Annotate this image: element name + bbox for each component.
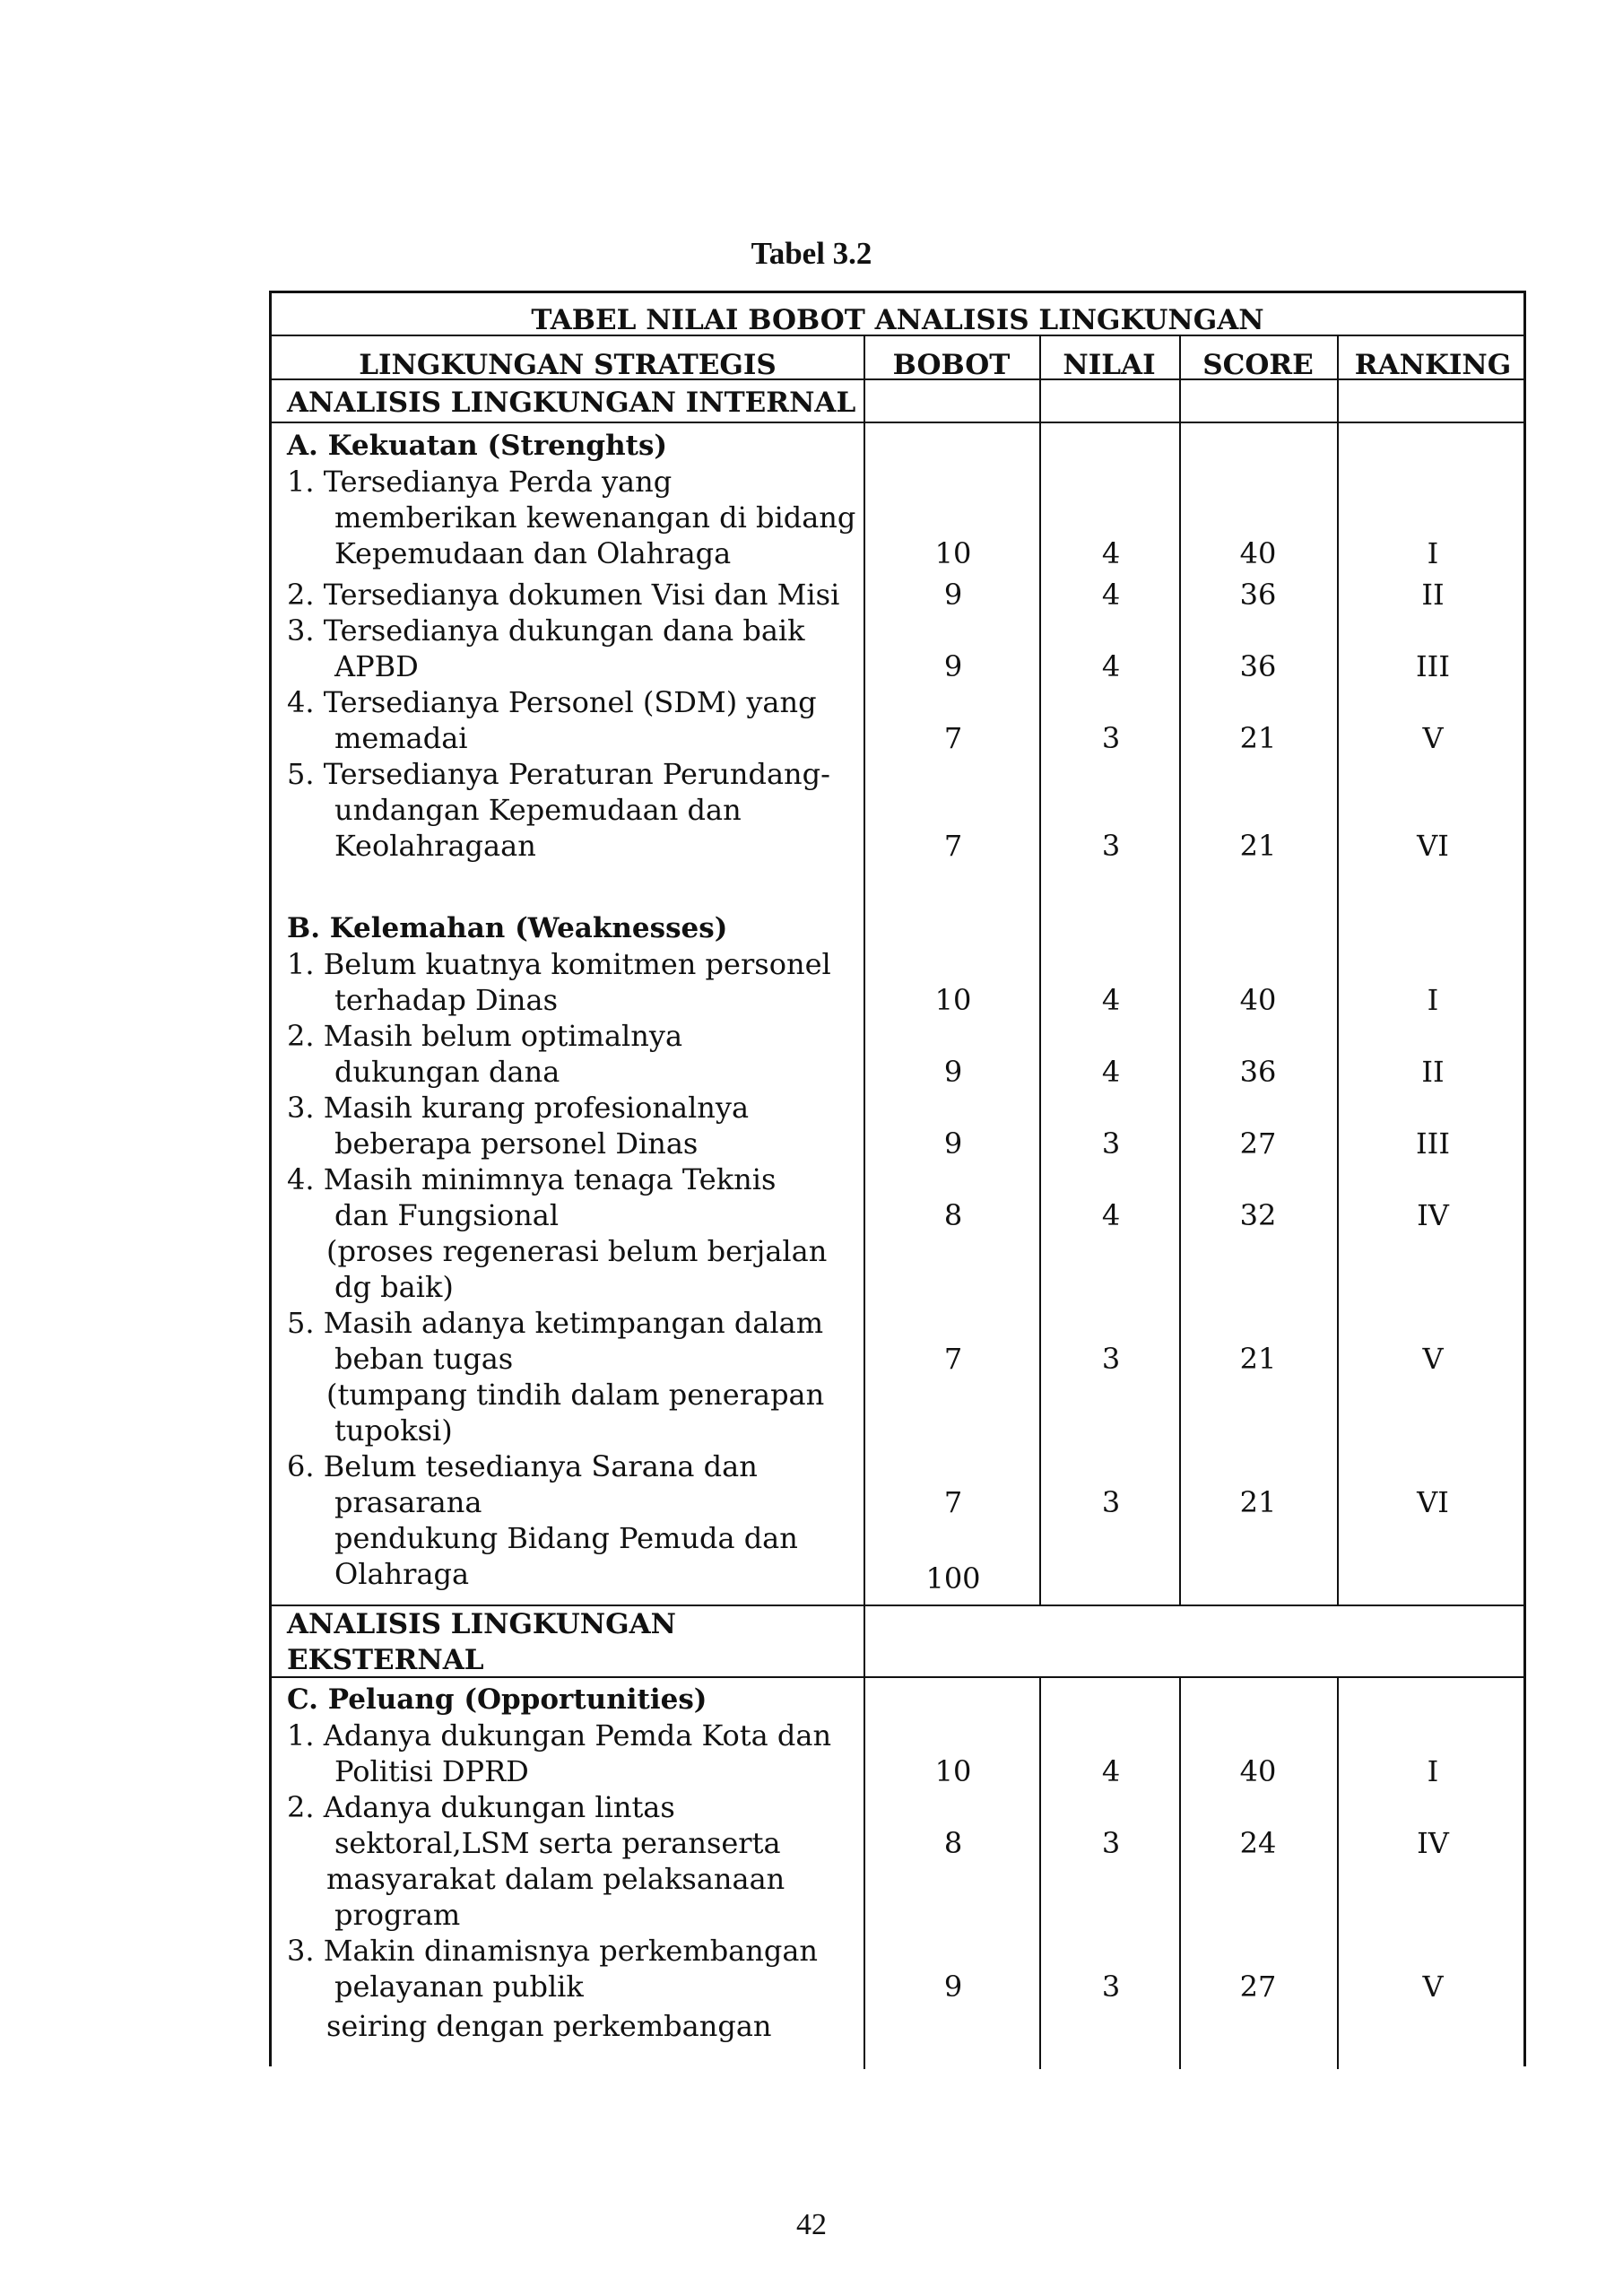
list-item bbox=[287, 577, 861, 613]
bobot-cell: 8 bbox=[943, 1826, 963, 1860]
score-cell: 24 bbox=[1239, 1826, 1277, 1860]
item-line: dukungan dana bbox=[334, 1055, 560, 1089]
rule-col-rank-lower bbox=[1337, 1676, 1339, 2069]
nilai-cell: 3 bbox=[1101, 829, 1121, 863]
item-line: Politisi DPRD bbox=[334, 1754, 529, 1788]
external-header-line: EKSTERNAL bbox=[287, 1644, 484, 1676]
nilai-cell: 4 bbox=[1101, 1055, 1121, 1089]
item-line: 3. Tersedianya dukungan dana baik bbox=[287, 613, 805, 648]
bobot-cell: 9 bbox=[943, 578, 963, 612]
rule-col-nilai-lower bbox=[1039, 1676, 1041, 2069]
nilai-cell: 4 bbox=[1101, 649, 1121, 683]
list-item bbox=[287, 684, 861, 756]
item-line: APBD bbox=[334, 649, 419, 683]
bobot-cell: 7 bbox=[943, 829, 963, 863]
bobot-cell: 9 bbox=[943, 1970, 963, 2004]
page-number: 42 bbox=[796, 2208, 827, 2241]
list-item bbox=[287, 613, 861, 684]
col-head-lingkungan: LINGKUNGAN STRATEGIS bbox=[359, 349, 777, 381]
rule-col-nilai bbox=[1039, 335, 1041, 1605]
col-head-ranking: RANKING bbox=[1354, 349, 1512, 381]
score-cell: 36 bbox=[1239, 649, 1277, 683]
item-line: Kepemudaan dan Olahraga bbox=[334, 536, 732, 570]
list-item bbox=[287, 1718, 861, 1789]
item-line: Keolahragaan bbox=[334, 829, 536, 863]
item-line: program bbox=[334, 1898, 461, 1932]
score-cell: 36 bbox=[1239, 578, 1277, 612]
opportunities-title: C. Peluang (Opportunities) bbox=[287, 1683, 707, 1716]
item-line: terhadap Dinas bbox=[334, 983, 558, 1017]
nilai-cell: 3 bbox=[1101, 1970, 1121, 2004]
score-cell: 21 bbox=[1239, 1342, 1277, 1376]
item-line: prasarana bbox=[334, 1485, 482, 1519]
item-line: beberapa personel Dinas bbox=[334, 1126, 699, 1161]
item-line: Olahraga bbox=[334, 1557, 470, 1591]
table-caption: Tabel 3.2 bbox=[751, 236, 872, 271]
ranking-cell: I bbox=[1427, 1754, 1439, 1788]
nilai-cell: 4 bbox=[1101, 1754, 1121, 1788]
list-item bbox=[287, 464, 861, 571]
ranking-cell: III bbox=[1416, 1126, 1450, 1161]
list-item bbox=[287, 946, 861, 1018]
item-line: 5. Tersedianya Peraturan Perundang- bbox=[287, 757, 830, 791]
nilai-cell: 3 bbox=[1101, 1126, 1121, 1161]
analysis-table bbox=[269, 291, 1526, 2066]
list-item bbox=[287, 1448, 861, 1592]
bobot-cell: 10 bbox=[934, 983, 972, 1017]
item-line: pelayanan publik bbox=[334, 1970, 584, 2004]
item-line: 5. Masih adanya ketimpangan dalam bbox=[287, 1306, 824, 1340]
bobot-cell: 7 bbox=[943, 1342, 963, 1376]
item-line: 1. Adanya dukungan Pemda Kota dan bbox=[287, 1718, 832, 1752]
bobot-cell: 7 bbox=[943, 1485, 963, 1519]
item-line: pendukung Bidang Pemuda dan bbox=[334, 1521, 798, 1555]
rule-col-score-lower bbox=[1179, 1676, 1181, 2069]
rule-col-rank bbox=[1337, 335, 1339, 1605]
score-cell: 32 bbox=[1239, 1198, 1277, 1232]
internal-header: ANALISIS LINGKUNGAN INTERNAL bbox=[287, 387, 856, 419]
item-line: 2. Masih belum optimalnya bbox=[287, 1019, 683, 1053]
list-item bbox=[287, 1305, 861, 1448]
list-item bbox=[287, 1090, 861, 1161]
rule-internal bbox=[272, 422, 1523, 423]
ranking-cell: III bbox=[1416, 649, 1450, 683]
nilai-cell: 4 bbox=[1101, 1198, 1121, 1232]
bobot-cell: 8 bbox=[943, 1198, 963, 1232]
item-line: 6. Belum tesedianya Sarana dan bbox=[287, 1449, 758, 1483]
bobot-cell: 10 bbox=[934, 536, 972, 570]
item-line: 4. Masih minimnya tenaga Teknis bbox=[287, 1162, 777, 1196]
score-cell: 40 bbox=[1239, 1754, 1277, 1788]
ranking-cell: VI bbox=[1417, 829, 1449, 863]
item-line: 3. Masih kurang profesionalnya bbox=[287, 1091, 750, 1125]
score-cell: 27 bbox=[1239, 1970, 1277, 2004]
col-head-score: SCORE bbox=[1202, 349, 1314, 381]
item-line: seiring dengan perkembangan bbox=[326, 2009, 772, 2043]
item-line: 1. Belum kuatnya komitmen personel bbox=[287, 947, 831, 981]
score-cell: 21 bbox=[1239, 721, 1277, 755]
col-head-bobot: BOBOT bbox=[892, 349, 1011, 381]
item-line: 3. Makin dinamisnya perkembangan bbox=[287, 1934, 819, 1968]
item-line: (tumpang tindih dalam penerapan bbox=[326, 1378, 825, 1412]
ranking-cell: II bbox=[1421, 578, 1445, 612]
list-item bbox=[287, 756, 861, 864]
score-cell: 21 bbox=[1239, 829, 1277, 863]
bobot-cell: 9 bbox=[943, 1055, 963, 1089]
item-line: dg baik) bbox=[334, 1270, 454, 1304]
external-header-line: ANALISIS LINGKUNGAN bbox=[287, 1608, 676, 1640]
bobot-cell: 7 bbox=[943, 721, 963, 755]
item-line: memberikan kewenangan di bidang bbox=[334, 500, 856, 535]
item-line: memadai bbox=[334, 721, 468, 755]
list-item bbox=[287, 1018, 861, 1090]
ranking-cell: V bbox=[1422, 721, 1444, 755]
ranking-cell: IV bbox=[1417, 1826, 1449, 1860]
ranking-cell: V bbox=[1422, 1970, 1444, 2004]
rule-col-score bbox=[1179, 335, 1181, 1605]
ranking-cell: V bbox=[1422, 1342, 1444, 1376]
ranking-cell: I bbox=[1427, 536, 1439, 570]
item-line: sektoral,LSM serta peranserta bbox=[334, 1826, 781, 1860]
ranking-cell: II bbox=[1421, 1055, 1445, 1089]
score-cell: 36 bbox=[1239, 1055, 1277, 1089]
nilai-cell: 3 bbox=[1101, 1485, 1121, 1519]
item-line: 1. Tersedianya Perda yang bbox=[287, 465, 673, 499]
strengths-title: A. Kekuatan (Strenghts) bbox=[287, 430, 668, 462]
col-head-nilai: NILAI bbox=[1063, 349, 1156, 381]
table-title: TABEL NILAI BOBOT ANALISIS LINGKUNGAN bbox=[531, 304, 1264, 336]
ranking-cell: VI bbox=[1417, 1485, 1449, 1519]
bobot-cell: 9 bbox=[943, 1126, 963, 1161]
nilai-cell: 3 bbox=[1101, 1342, 1121, 1376]
list-item bbox=[287, 1789, 861, 1933]
item-line: beban tugas bbox=[334, 1342, 514, 1376]
item-line: tupoksi) bbox=[334, 1413, 453, 1448]
nilai-cell: 3 bbox=[1101, 721, 1121, 755]
item-line: masyarakat dalam pelaksanaan bbox=[326, 1862, 785, 1896]
nilai-cell: 4 bbox=[1101, 536, 1121, 570]
item-line: 2. Adanya dukungan lintas bbox=[287, 1790, 675, 1824]
score-cell: 21 bbox=[1239, 1485, 1277, 1519]
nilai-cell: 3 bbox=[1101, 1826, 1121, 1860]
score-cell: 40 bbox=[1239, 536, 1277, 570]
score-cell: 27 bbox=[1239, 1126, 1277, 1161]
list-item bbox=[287, 1933, 861, 2044]
ranking-cell: IV bbox=[1417, 1198, 1449, 1232]
nilai-cell: 4 bbox=[1101, 578, 1121, 612]
bobot-cell: 10 bbox=[934, 1754, 972, 1788]
item-line: undangan Kepemudaan dan bbox=[334, 793, 742, 827]
external-header bbox=[287, 1606, 676, 1678]
score-cell: 40 bbox=[1239, 983, 1277, 1017]
weaknesses-title: B. Kelemahan (Weaknesses) bbox=[287, 912, 728, 944]
item-line: dan Fungsional bbox=[334, 1198, 560, 1232]
item-line: 2. Tersedianya dokumen Visi dan Misi bbox=[287, 578, 840, 612]
list-item bbox=[287, 1161, 861, 1305]
item-line: 4. Tersedianya Personel (SDM) yang bbox=[287, 685, 817, 719]
nilai-cell: 4 bbox=[1101, 983, 1121, 1017]
bobot-cell: 9 bbox=[943, 649, 963, 683]
ranking-cell: I bbox=[1427, 983, 1439, 1017]
item-line: (proses regenerasi belum berjalan bbox=[326, 1234, 828, 1268]
total-bobot: 100 bbox=[925, 1561, 981, 1596]
